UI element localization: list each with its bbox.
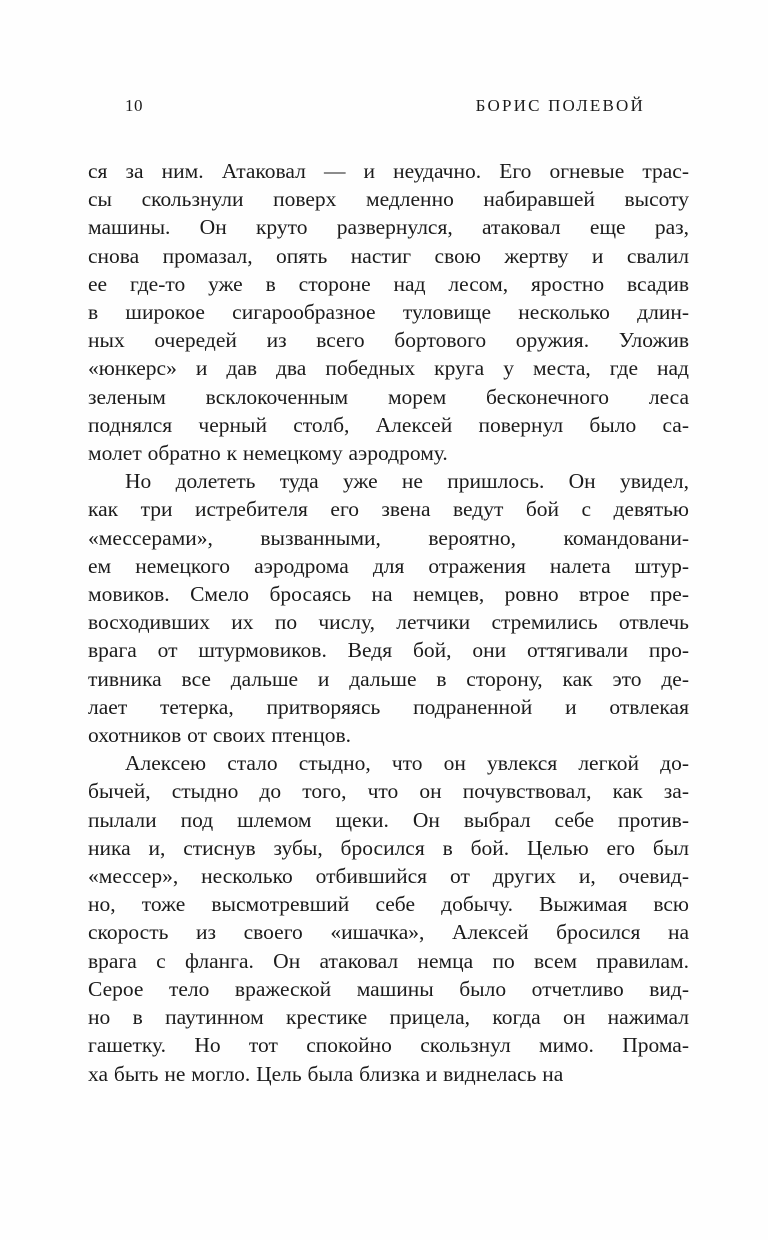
text-line: молет обратно к немецкому аэродрому. (88, 441, 448, 466)
text-line: скорость из своего «ишачка», Алексей бросился на (88, 920, 689, 945)
text-line: Но долететь туда уже не пришлось. Он увидел, (125, 469, 689, 494)
running-header (88, 96, 689, 116)
text-line: пылали под шлемом щеки. Он выбрал себе против- (88, 807, 689, 832)
text-line: мовиков. Смело бросаясь на немцев, ровно втрое пре- (88, 582, 689, 607)
text-line: поднялся черный столб, Алексей повернул было са- (88, 412, 689, 437)
text-line: лает тетерка, притворяясь подраненной и отвлекая (88, 694, 689, 719)
paragraph (88, 749, 689, 1087)
text-line: ных очередей из всего бортового оружия. Уложив (88, 328, 689, 353)
text-line: снова промазал, опять настиг свою жертву и свалил (88, 243, 689, 268)
text-line: бычей, стыдно до того, что он почувствовал, как за- (88, 779, 689, 804)
text-line: сы скользнули поверх медленно набиравшей высоту (88, 187, 689, 212)
paragraph (88, 467, 689, 749)
body-text (88, 157, 689, 1088)
text-line: «мессерами», вызванными, вероятно, командовани- (88, 525, 689, 550)
text-line: ем немецкого аэродрома для отражения налета штур- (88, 553, 689, 578)
page-number: 10 (125, 96, 143, 115)
text-line: в широкое сигарообразное туловище несколько длин- (88, 300, 689, 325)
text-line: тивника все дальше и дальше в сторону, как это де- (88, 666, 689, 691)
text-line: машины. Он круто развернулся, атаковал еще раз, (88, 215, 689, 240)
text-line: но, тоже высмотревший себе добычу. Выжимая всю (88, 892, 689, 917)
text-line: но в паутинном крестике прицела, когда он нажимал (88, 1005, 689, 1030)
text-line: «мессер», несколько отбившийся от других и, очевид- (88, 864, 689, 889)
text-line: врага с фланга. Он атаковал немца по всем правилам. (88, 948, 689, 973)
text-line: восходивших их по числу, летчики стремились отвлечь (88, 610, 689, 635)
text-line: ника и, стиснув зубы, бросился в бой. Целью его был (88, 835, 689, 860)
paragraph (88, 157, 689, 467)
text-line: ха быть не могло. Цель была близка и виднелась на (88, 1061, 564, 1086)
text-line: ее где-то уже в стороне над лесом, яростно всадив (88, 271, 689, 296)
running-head-author: БОРИС ПОЛЕВОЙ (475, 96, 645, 115)
text-line: как три истребителя его звена ведут бой с девятью (88, 497, 689, 522)
text-line: Серое тело вражеской машины было отчетливо вид- (88, 976, 689, 1001)
text-line: «юнкерс» и дав два победных круга у места, где над (88, 356, 689, 381)
text-line: Алексею стало стыдно, что он увлекся легкой до- (125, 751, 689, 776)
text-line: охотников от своих птенцов. (88, 723, 352, 748)
text-line: зеленым всклокоченным морем бесконечного леса (88, 384, 689, 409)
text-line: ся за ним. Атаковал — и неудачно. Его огневые трас- (88, 159, 689, 183)
text-line: врага от штурмовиков. Ведя бой, они оттягивали про- (88, 638, 689, 663)
text-line: гашетку. Но тот спокойно скользнул мимо. Прома- (88, 1033, 689, 1058)
